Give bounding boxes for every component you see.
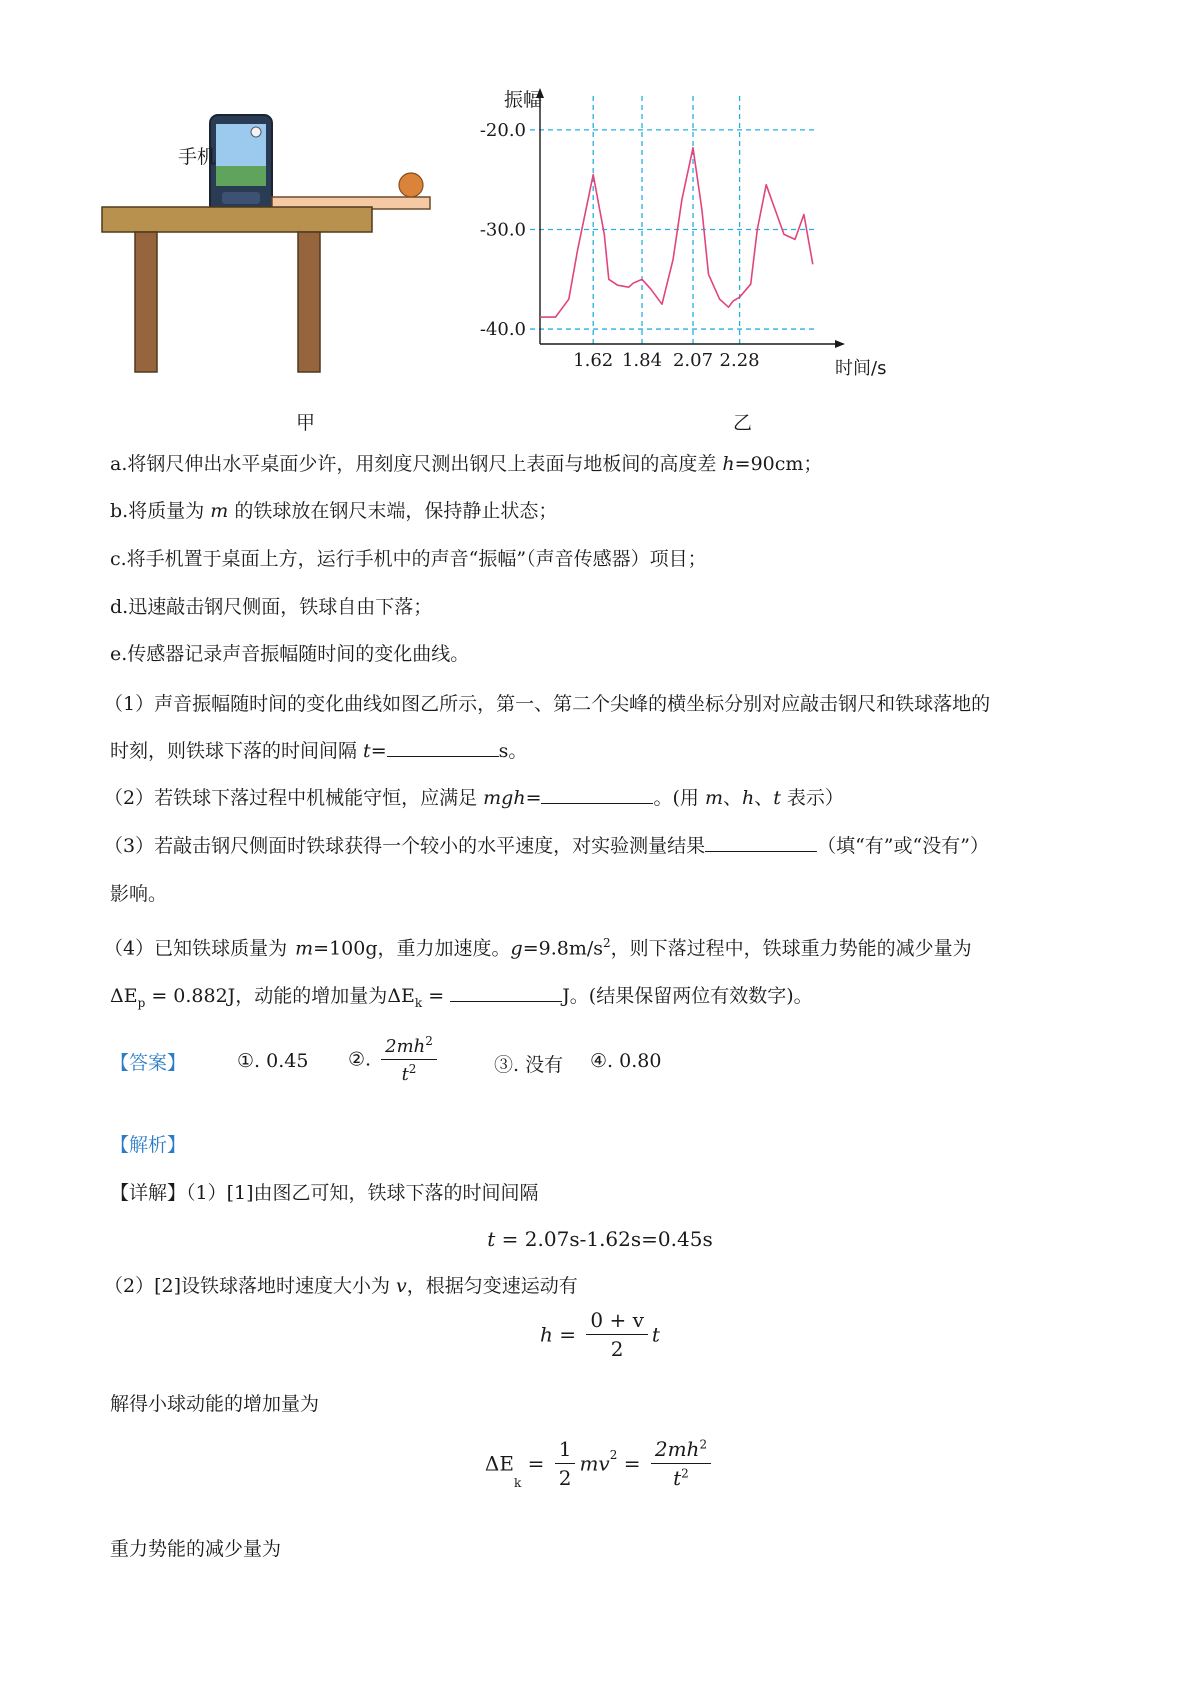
x-tick-label: 2.28 — [719, 350, 760, 371]
amplitude-chart — [479, 88, 940, 428]
y-tick-label: -30.0 — [479, 219, 526, 241]
q3-line1: （3）若敲击钢尺侧面时铁球获得一个较小的水平速度，对实验测量结果 （填“有”或“没有”） — [104, 835, 989, 857]
figure-apparatus — [100, 110, 480, 430]
analysis-p4: 重力势能的减少量为 — [110, 1538, 282, 1560]
q4-line2: $\Delta E_p = 0.882J$，动能的增加量为$\Delta E_k = J$。(结果保留两位有效数字)。 — [110, 985, 813, 1010]
detail-line: 【详解】（1）[1]由图乙可知，铁球下落的时间间隔 — [110, 1182, 539, 1204]
table-leg-left — [135, 232, 157, 372]
figure-caption-yi: 乙 — [733, 412, 753, 434]
q2-line: （2）若铁球下落过程中机械能守恒，应满足 mgh= 。(用 m、h、t 表示） — [104, 787, 844, 809]
y-axis-label: 振幅 — [504, 89, 543, 111]
iron-ball — [399, 173, 423, 197]
answer-tag: 【答案】 — [110, 1052, 187, 1074]
q4-line1: （4）已知铁球质量为 m=100g，重力加速度。$g=9.8m/s^2$，则下落过程中，铁球重力势能的减少量为 — [104, 936, 972, 960]
q4-answer-blank[interactable] — [450, 983, 562, 1002]
figure-caption-jia: 甲 — [296, 412, 316, 434]
q3-answer-blank[interactable] — [705, 833, 817, 852]
answer-2-fraction: $\frac{2mh^2}{t^2}$ — [381, 1034, 437, 1085]
step-c: c.将手机置于桌面上方，运行手机中的声音“振幅”（声音传感器）项目； — [110, 548, 707, 570]
q2-answer-blank[interactable] — [541, 785, 653, 804]
answer-2: ②. $\frac{2mh^2}{t^2}$ — [348, 1034, 441, 1085]
table-top — [102, 207, 372, 232]
step-d: d.迅速敲击钢尺侧面，铁球自由下落； — [110, 596, 433, 618]
y-tick-label: -20.0 — [479, 119, 526, 141]
equation-time: t = 2.07s-1.62s=0.45s — [487, 1227, 713, 1251]
x-tick-label: 1.84 — [621, 350, 663, 371]
step-a: a.将钢尺伸出水平桌面少许，用刻度尺测出钢尺上表面与地板间的高度差 h=90cm； — [110, 453, 823, 475]
x-axis-arrow — [835, 340, 845, 348]
step-b: b.将质量为 m 的铁球放在钢尺末端，保持静止状态； — [110, 500, 558, 522]
phone-label: 手机 — [178, 146, 217, 168]
phone-icon — [210, 115, 272, 213]
answer-row — [110, 1050, 186, 1076]
q1-line2: 时刻，则铁球下落的时间间隔 t= s。 — [110, 740, 528, 762]
answer-4: ④. 0.80 — [590, 1050, 662, 1072]
amplitude-series-line — [540, 148, 813, 317]
q1-answer-blank[interactable] — [387, 738, 499, 757]
q3-line2: 影响。 — [110, 883, 168, 905]
analysis-p3: 解得小球动能的增加量为 — [110, 1393, 320, 1415]
y-tick-label: -40.0 — [479, 319, 526, 341]
step-e: e.传感器记录声音振幅随时间的变化曲线。 — [110, 643, 470, 665]
equation-kinetic: $\Delta E_k$ = $\frac{1}{2}$ $mv^2$ = $\frac{2mh^2}{t^2}$ — [0, 1437, 1200, 1490]
equation-height: h = $\frac{0 + v}{2}$ t — [540, 1308, 660, 1361]
analysis-p2: （2）[2]设铁球落地时速度大小为 v，根据匀变速运动有 — [104, 1275, 578, 1297]
x-axis-label: 时间/s — [835, 358, 887, 379]
answer-3: ③. 没有 — [494, 1054, 564, 1076]
table-leg-right — [298, 232, 320, 372]
q1-line1: （1）声音振幅随时间的变化曲线如图乙所示，第一、第二个尖峰的横坐标分别对应敲击钢尺和铁球落地的 — [104, 693, 991, 715]
answer-1: ①. 0.45 — [237, 1050, 309, 1072]
x-tick-label: 2.07 — [672, 350, 714, 371]
analysis-tag: 【解析】 — [110, 1134, 187, 1156]
x-tick-label: 1.62 — [573, 350, 614, 371]
